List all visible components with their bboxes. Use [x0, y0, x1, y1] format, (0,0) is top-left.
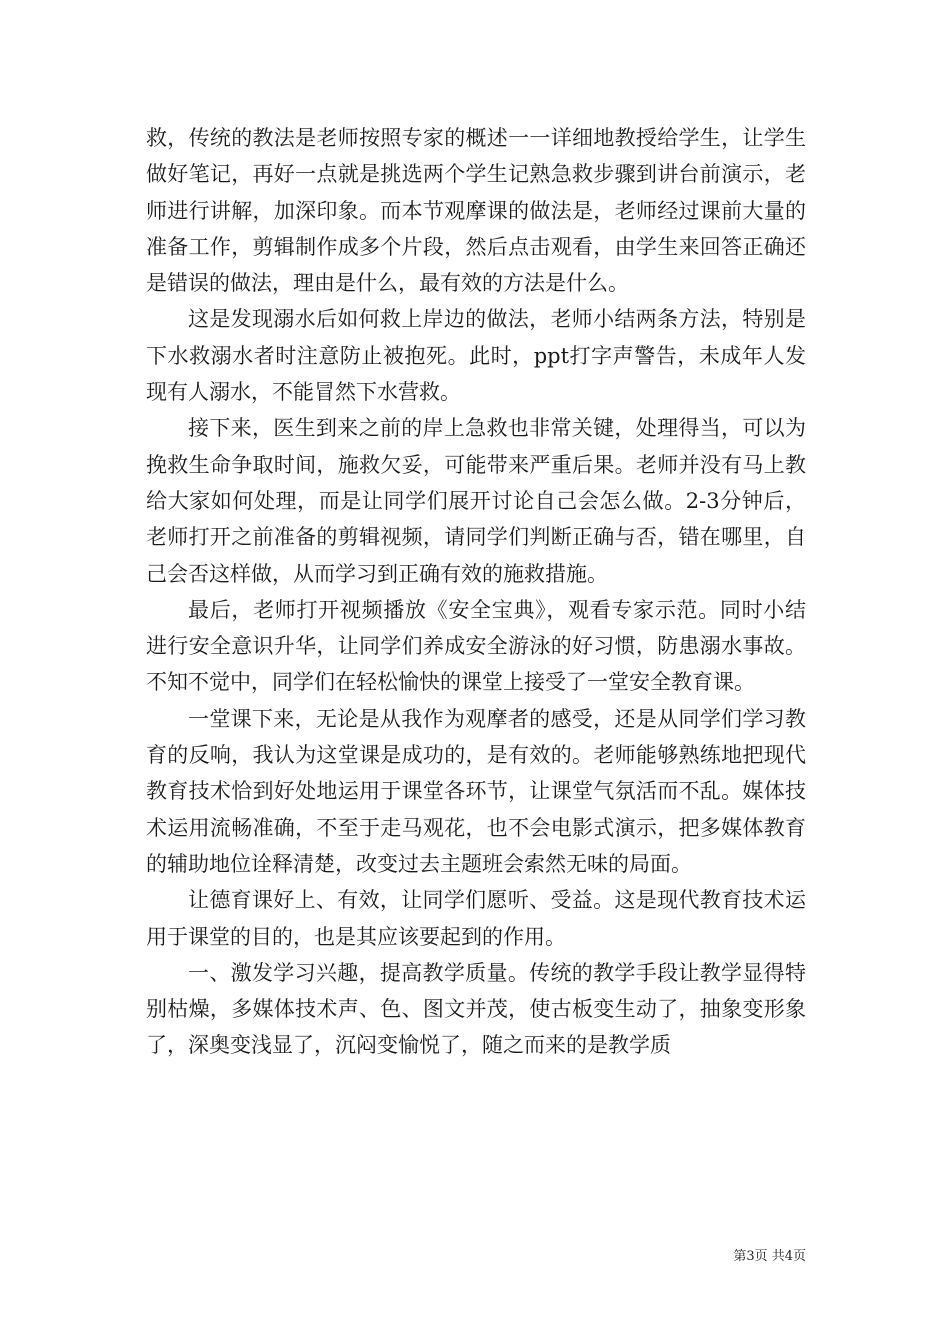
paragraph-2: 这是发现溺水后如何救上岸边的做法，老师小结两条方法，特别是下水救溺水者时注意防止被抱死。此时，ppt打字声警告，未成年人发现有人溺水，不能冒然下水营救。 — [146, 307, 806, 405]
paragraph-7: 一、激发学习兴趣，提高教学质量。传统的教学手段让教学显得特别枯燥，多媒体技术声、色、图文并茂，使古板变生动了，抽象变形象了，深奥变浅显了，沉闷变愉悦了，随之而来的是教学质 — [146, 960, 806, 1058]
page-number-footer: 第3页 共4页 — [733, 1249, 806, 1264]
paragraph-6: 让德育课好上、有效，让同学们愿听、受益。这是现代教育技术运用于课堂的目的，也是其应该要起到的作用。 — [146, 888, 806, 949]
paragraph-5: 一堂课下来，无论是从我作为观摩者的感受，还是从同学们学习教育的反响，我认为这堂课是成功的，是有效的。老师能够熟练地把现代教育技术恰到好处地运用于课堂各环节，让课堂气氛活而不乱。媒体技术运用流畅准确，不至于走马观花，也不会电影式演示，把多媒体教育的辅助地位诠释清楚，改变过去主题班会索然无味的局面。 — [146, 706, 806, 876]
paragraph-1: 救，传统的教法是老师按照专家的概述一一详细地教授给学生，让学生做好笔记，再好一点就是挑选两个学生记熟急救步骤到讲台前演示，老师进行讲解，加深印象。而本节观摩课的做法是，老师经过课前大量的准备工作，剪辑制作成多个片段，然后点击观看，由学生来回答正确还是错误的做法，理由是什么，最有效的方法是什么。 — [146, 126, 806, 296]
paragraph-3: 接下来，医生到来之前的岸上急救也非常关键，处理得当，可以为挽救生命争取时间，施救欠妥，可能带来严重后果。老师并没有马上教给大家如何处理，而是让同学们展开讨论自己会怎么做。2-3分钟后，老师打开之前准备的剪辑视频，请同学们判断正确与否，错在哪里，自己会否这样做，从而学习到正确有效的施救措施。 — [146, 416, 806, 586]
paragraph-4: 最后，老师打开视频播放《安全宝典》，观看专家示范。同时小结进行安全意识升华，让同学们养成安全游泳的好习惯，防患溺水事故。不知不觉中，同学们在轻松愉快的课堂上接受了一堂安全教育课。 — [146, 597, 806, 695]
document-body — [146, 120, 806, 1064]
